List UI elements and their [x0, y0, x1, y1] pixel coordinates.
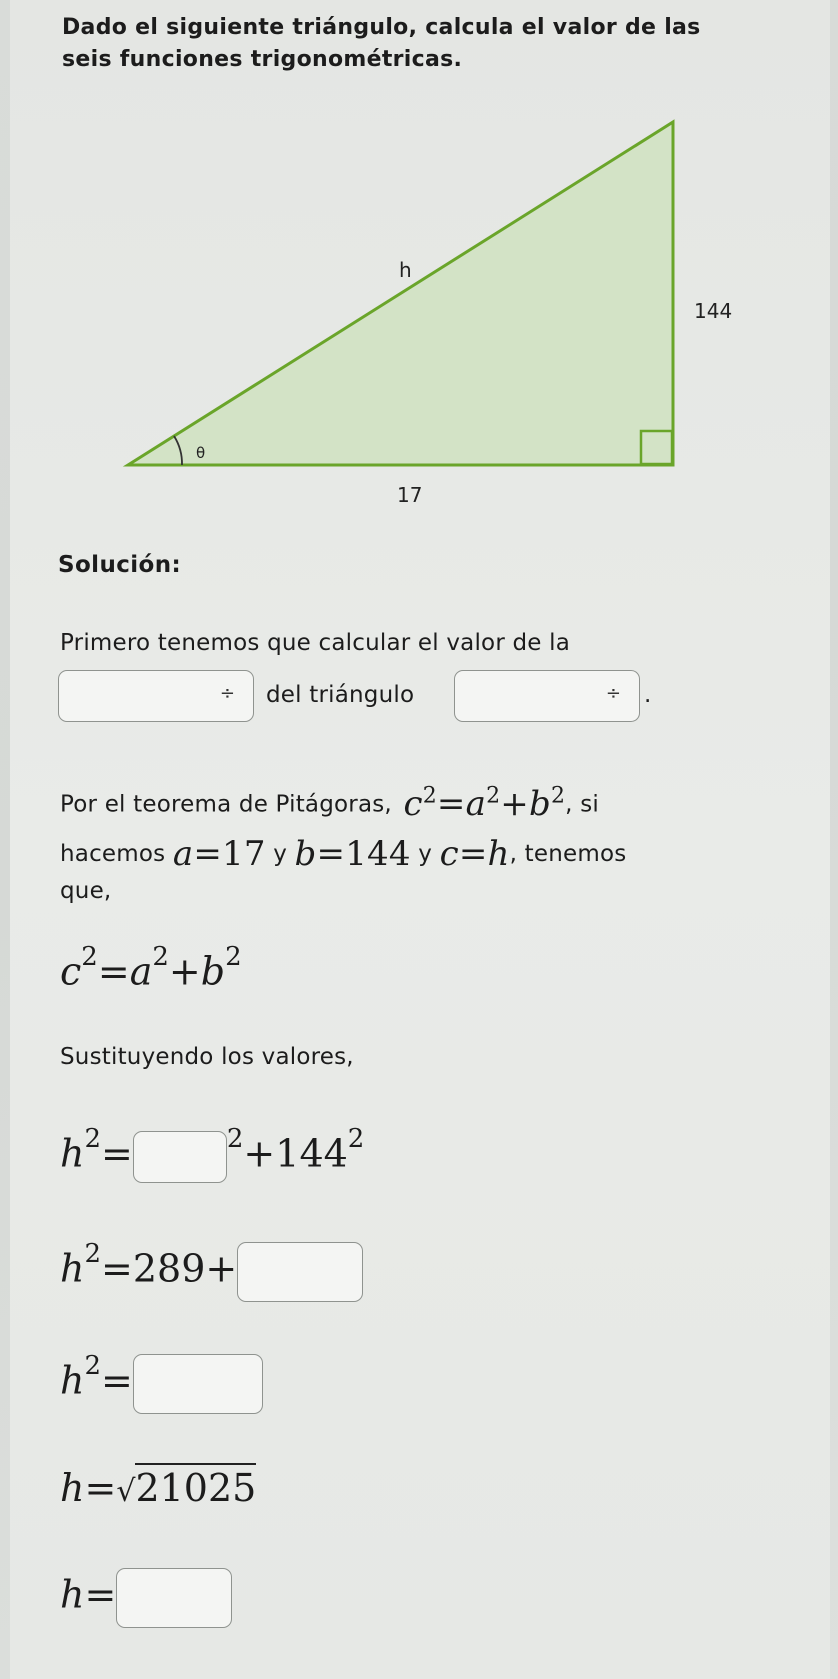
input-blank-d[interactable]	[116, 1568, 232, 1628]
radicand: 21025	[135, 1463, 256, 1510]
paragraph-2-line-1	[60, 780, 599, 825]
paragraph-2-line-2: hacemos a=17 y b=144 y c=h, tenemos	[60, 834, 627, 874]
assign-b: b=144	[294, 834, 411, 874]
equation-step-3: $h^2=$	[60, 1354, 263, 1414]
input-blank-c[interactable]	[133, 1354, 263, 1414]
sqrt-icon: √	[116, 1474, 136, 1509]
dropdown-blank-2[interactable]	[454, 670, 640, 722]
equation-step-1: $h^2= ^2+144^2$	[60, 1130, 364, 1183]
pythagoras-equation: $c^2=a^2+b^2$	[60, 942, 242, 994]
input-blank-a[interactable]	[133, 1131, 227, 1183]
input-blank-b[interactable]	[237, 1242, 363, 1302]
equation-step-4: h=√21025	[60, 1466, 256, 1510]
base-side-label: 17	[397, 483, 423, 507]
dropdown-blank-1[interactable]	[58, 670, 254, 722]
pythagoras-intro-text: Por el teorema de Pitágoras,	[60, 791, 392, 818]
equation-step-2: $h^2=289+$	[60, 1242, 363, 1302]
assign-a: a=17	[172, 834, 266, 874]
dropdown-2-arrow-icon: ÷	[605, 683, 621, 704]
dropdown-1-arrow-icon: ÷	[219, 683, 235, 704]
paragraph-2-line-3: que,	[60, 878, 112, 904]
pythagoras-formula-inline: $c^2=a^2+b^2$	[403, 784, 566, 825]
vertical-side-label: 144	[694, 299, 733, 323]
assign-c: c=h	[439, 834, 510, 874]
hypotenuse-label: h	[399, 258, 412, 282]
equation-step-5: h=	[60, 1568, 232, 1628]
paragraph-1-end: .	[644, 682, 652, 708]
substitution-text: Sustituyendo los valores,	[60, 1044, 354, 1070]
problem-line-2: seis funciones trigonométricas.	[62, 47, 463, 72]
angle-theta-label: θ	[196, 444, 206, 462]
solution-title: Solución:	[58, 552, 182, 578]
problem-line-1: Dado el siguiente triángulo, calcula el valor de las	[62, 15, 701, 40]
paragraph-1-mid: del triángulo	[266, 682, 415, 708]
right-triangle-diagram	[0, 0, 838, 520]
pythagoras-si-text: , si	[565, 791, 599, 818]
triangle-shape	[128, 122, 673, 465]
paragraph-1-line-1: Primero tenemos que calcular el valor de la	[60, 630, 571, 656]
